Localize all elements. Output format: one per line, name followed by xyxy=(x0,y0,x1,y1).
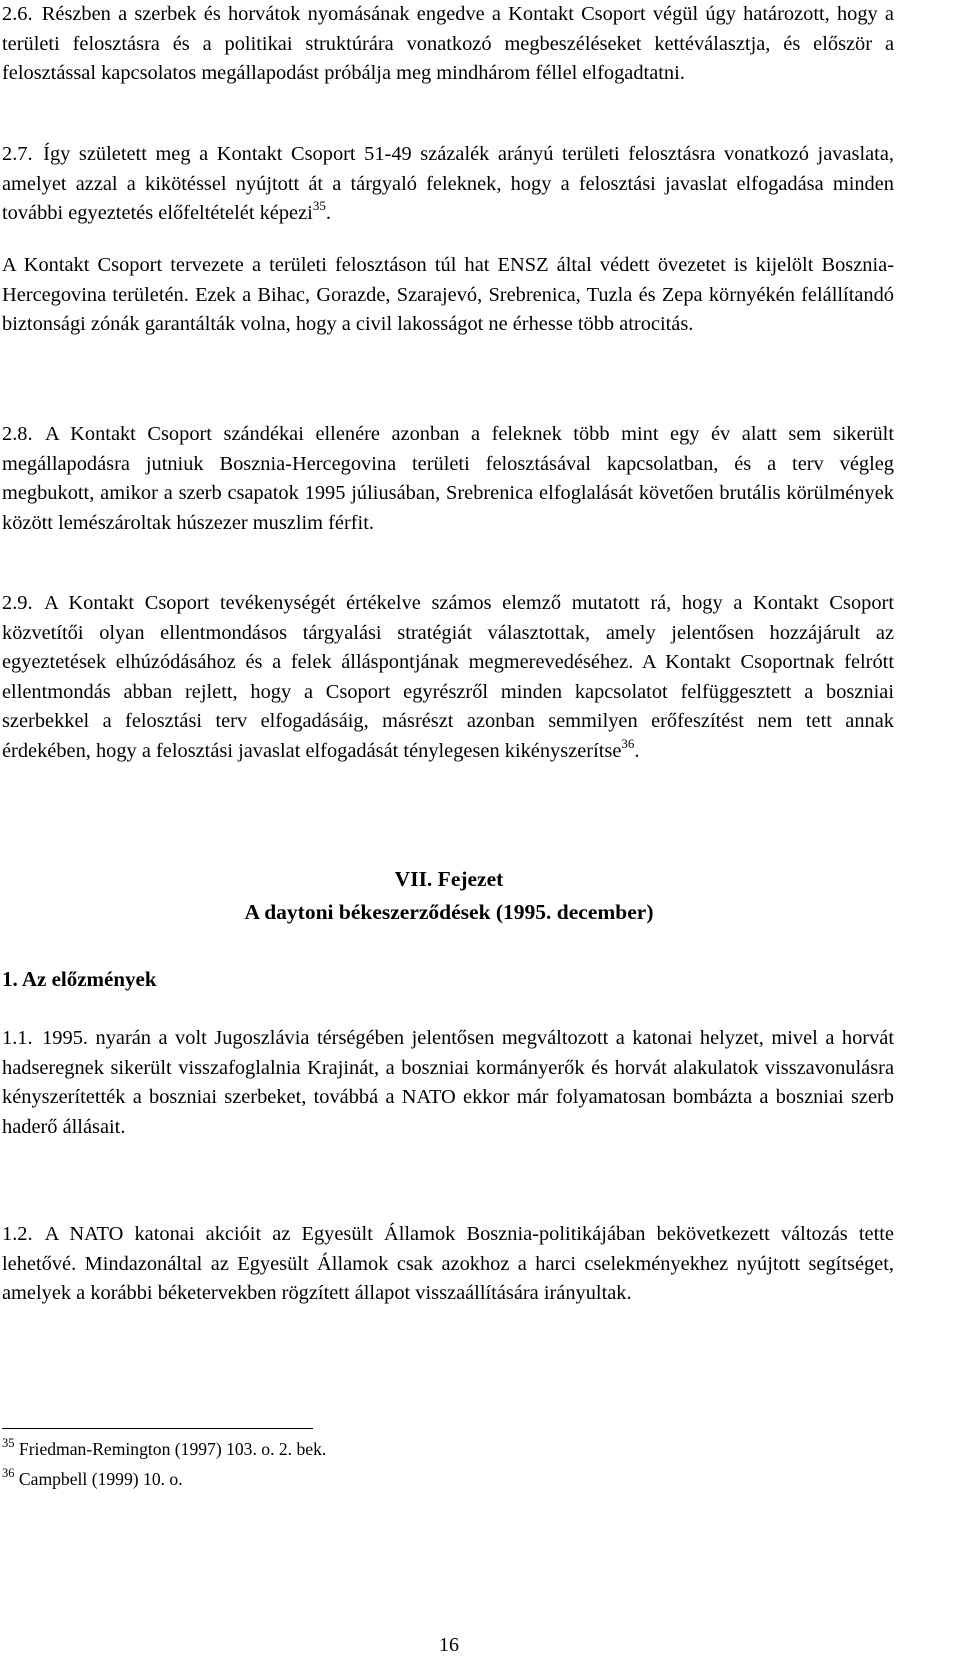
footnote-text: Friedman-Remington (1997) 103. o. 2. bek. xyxy=(18,1439,327,1459)
paragraph-text: Részben a szerbek és horvátok nyomásának engedve a Kontakt Csoport végül úgy határozott, hogy a területi felosztásra és a politikai struktúrára vonatkozó megbeszéléseket kettéválasztja, és először a felosztással kapcsolatos megállapodást próbálja meg mindhárom féllel elfogadtatni. xyxy=(2,3,894,85)
paragraph-text: A NATO katonai akcióit az Egyesült Államok Bosznia-politikájában bekövetkezett változás tette lehetővé. Mindazonáltal az Egyesült Államok csak azokhoz a harci cselekményekhez nyújtott segítséget, amelyek a korábbi béketervekben rögzített állapot visszaállítására irányultak. xyxy=(2,1223,894,1305)
footnote-mark: 35 xyxy=(2,1436,15,1450)
paragraph-2-8 xyxy=(2,420,894,538)
paragraph-number: 2.7. xyxy=(2,143,33,165)
paragraph-text: A Kontakt Csoport tervezete a területi felosztáson túl hat ENSZ által védett övezetet is kijelölt Bosznia-Hercegovina területén. Ezek a Bihac, Gorazde, Szarajevó, Srebrenica, Tuzla és Zepa környékén felállítandó biztonsági zónák garantálták volna, hogy a civil lakosságot ne érhesse több atrocitás. xyxy=(2,254,894,336)
footnote-reference-35[interactable]: 35 xyxy=(312,198,326,214)
paragraph-text: A Kontakt Csoport szándékai ellenére azonban a feleknek több mint egy év alatt sem sikerült megállapodásra jutniuk Bosznia-Hercegovina területi felosztásával kapcsolatban, és a terv végleg megbukott, amikor a szerb csapatok 1995 júliusában, Srebrenica elfoglalását követően brutális körülmények között lemészároltak húszezer muszlim férfit. xyxy=(2,423,894,534)
footnote-reference-36[interactable]: 36 xyxy=(621,735,635,751)
page-number: 16 xyxy=(439,1634,459,1656)
chapter-title: A daytoni békeszerződések (1995. december) xyxy=(244,900,654,924)
paragraph-end: . xyxy=(325,202,331,225)
paragraph-number: 2.6. xyxy=(2,3,33,25)
footnote-separator xyxy=(2,1428,313,1429)
paragraph-end: . xyxy=(634,739,640,762)
paragraph-text: A Kontakt Csoport tevékenységét értékelve számos elemző mutatott rá, hogy a Kontakt Csoport közvetítői olyan ellentmondásos tárgyalási stratégiát választottak, amely jelentősen hozzájárult az egyeztetések elhúzódásához és a felek álláspontjának megmerevedéséhez. A Kontakt Csoportnak felrótt ellentmondás abban rejlett, hogy a Csoport egyrészről minden kapcsolatot felfüggesztett a boszniai szerbekkel a felosztási terv elfogadásáig, másrészt azonban semmilyen erőfeszítést nem tett annak érdekében, hogy a felosztási javaslat elfogadását ténylegesen kikényszerítse xyxy=(2,592,894,762)
paragraph-2-9 xyxy=(2,589,894,767)
paragraph-text: Így született meg a Kontakt Csoport 51-49 százalék arányú területi felosztásra vonatkozó javaslata, amelyet azzal a kikötéssel nyújtott át a tárgyaló feleknek, hogy a felosztási javaslat elfogadása minden további egyeztetés előfeltételét képezi xyxy=(2,143,894,225)
footnote-mark: 36 xyxy=(2,1466,15,1480)
paragraph-number: 1.1. xyxy=(2,1027,33,1049)
paragraph-1-1 xyxy=(2,1024,894,1142)
chapter-number: VII. Fejezet xyxy=(394,867,504,891)
paragraph-text: 1995. nyarán a volt Jugoszlávia térségében jelentősen megváltozott a katonai helyzet, mivel a horvát hadseregnek sikerült visszafoglalnia Krajinát, a boszniai kormányerők és horvát alakulatok visszavonulásra kényszerítették a boszniai szerbeket, továbbá a NATO ekkor már folyamatosan bombázta a boszniai szerb haderő állásait. xyxy=(2,1027,894,1138)
paragraph-1-2 xyxy=(2,1220,894,1309)
section-title: 1. Az előzmények xyxy=(2,967,157,991)
paragraph-2-6 xyxy=(2,0,894,89)
paragraph-number: 1.2. xyxy=(2,1223,33,1245)
paragraph-2-7 xyxy=(2,140,894,229)
paragraph-2-7-continued xyxy=(2,251,894,340)
paragraph-number: 2.8. xyxy=(2,423,33,445)
footnote-text: Campbell (1999) 10. o. xyxy=(18,1469,183,1489)
paragraph-number: 2.9. xyxy=(2,592,33,614)
footnote-36 xyxy=(2,1468,183,1490)
footnote-35 xyxy=(2,1438,326,1460)
